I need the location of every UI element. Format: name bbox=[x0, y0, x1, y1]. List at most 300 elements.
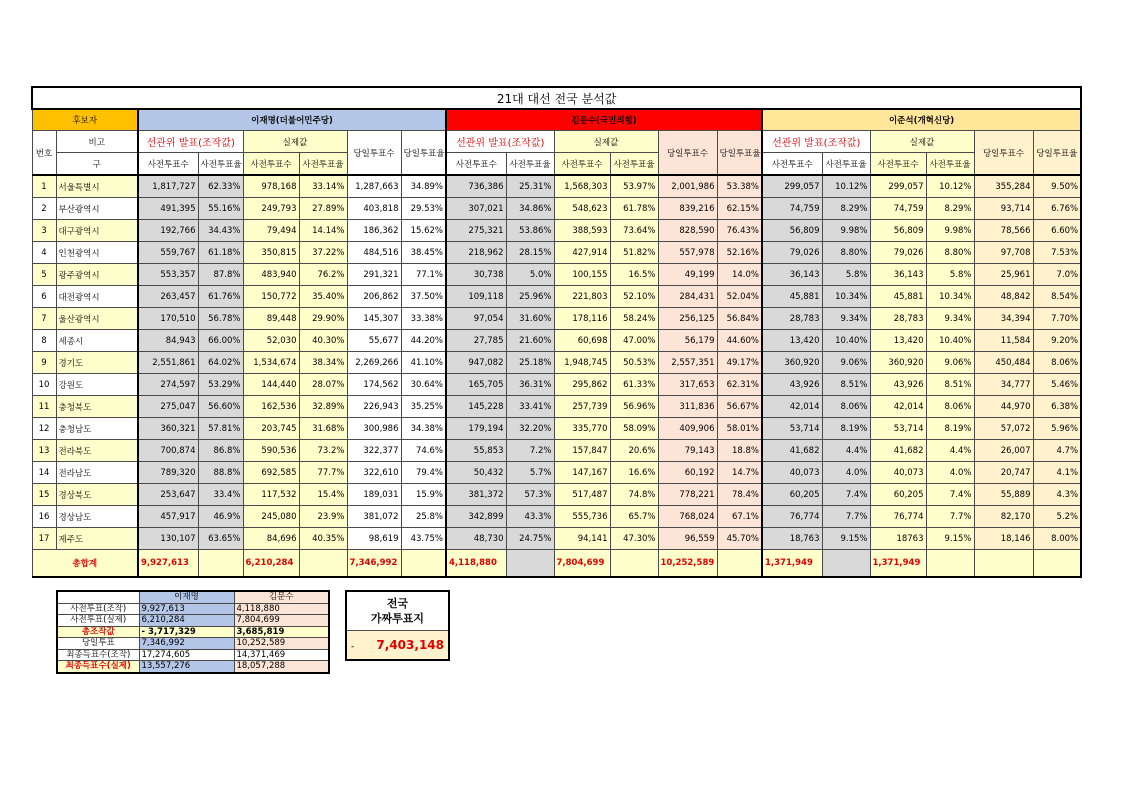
vote-count-cell: 692,585 bbox=[243, 462, 299, 484]
vote-count-cell: 53,714 bbox=[870, 418, 926, 440]
vote-rate-cell: 9.34% bbox=[926, 308, 974, 330]
vote-count-cell: 97,708 bbox=[974, 242, 1033, 264]
table-row bbox=[32, 506, 1081, 528]
vote-rate-cell: 15.4% bbox=[299, 484, 347, 506]
vote-count-cell: 590,536 bbox=[243, 440, 299, 462]
table-row bbox=[32, 198, 1081, 220]
total-cell: 4,118,880 bbox=[446, 550, 506, 578]
table-row bbox=[32, 484, 1081, 506]
vote-rate-cell: 33.38% bbox=[401, 308, 446, 330]
vote-count-cell: 53,714 bbox=[762, 418, 822, 440]
vote-count-cell: 218,962 bbox=[446, 242, 506, 264]
row-number: 4 bbox=[32, 242, 56, 264]
vote-rate-cell: 7.7% bbox=[822, 506, 870, 528]
vote-rate-cell: 62.33% bbox=[198, 175, 243, 198]
region-name: 세종시 bbox=[56, 330, 138, 352]
vote-count-cell: 52,030 bbox=[243, 330, 299, 352]
vote-count-cell: 484,516 bbox=[347, 242, 401, 264]
vote-count-cell: 1,568,303 bbox=[554, 175, 610, 198]
vote-rate-cell: 6.60% bbox=[1033, 220, 1081, 242]
vote-count-cell: 192,766 bbox=[138, 220, 198, 242]
lee-day-count-header: 당일투표수 bbox=[347, 131, 401, 176]
vote-rate-cell: 52.04% bbox=[717, 286, 762, 308]
summary-kim-value: 3,685,819 bbox=[234, 626, 329, 638]
candidate-lee: 이재명(더불어민주당) bbox=[138, 109, 446, 131]
vote-rate-cell: 32.20% bbox=[506, 418, 554, 440]
vote-count-cell: 557,978 bbox=[658, 242, 717, 264]
vote-count-cell: 55,677 bbox=[347, 330, 401, 352]
vote-rate-cell: 53.38% bbox=[717, 175, 762, 198]
table-row bbox=[32, 528, 1081, 550]
vote-count-cell: 109,118 bbox=[446, 286, 506, 308]
vote-rate-cell: 8.19% bbox=[822, 418, 870, 440]
vote-count-cell: 13,420 bbox=[870, 330, 926, 352]
vote-count-cell: 257,739 bbox=[554, 396, 610, 418]
vote-count-cell: 1,534,674 bbox=[243, 352, 299, 374]
vote-count-cell: 79,494 bbox=[243, 220, 299, 242]
vote-count-cell: 60,698 bbox=[554, 330, 610, 352]
row-number: 5 bbox=[32, 264, 56, 286]
vote-rate-cell: 14.7% bbox=[717, 462, 762, 484]
vote-count-cell: 130,107 bbox=[138, 528, 198, 550]
lee-actual-header: 실제값 bbox=[243, 131, 347, 153]
vote-count-cell: 13,420 bbox=[762, 330, 822, 352]
vote-rate-cell: 8.06% bbox=[926, 396, 974, 418]
vote-count-cell: 317,653 bbox=[658, 374, 717, 396]
leejs-day-rate-header: 당일투표율 bbox=[1033, 131, 1081, 176]
vote-count-cell: 381,072 bbox=[347, 506, 401, 528]
vote-rate-cell: 35.40% bbox=[299, 286, 347, 308]
table-row bbox=[32, 440, 1081, 462]
vote-rate-cell: 74.8% bbox=[610, 484, 658, 506]
vote-rate-cell: 34.43% bbox=[198, 220, 243, 242]
summary-kim-value: 4,118,880 bbox=[234, 603, 329, 615]
region-name: 서울특별시 bbox=[56, 175, 138, 198]
vote-rate-cell: 8.54% bbox=[1033, 286, 1081, 308]
table-row bbox=[32, 396, 1081, 418]
vote-rate-cell: 38.45% bbox=[401, 242, 446, 264]
vote-rate-cell: 9.15% bbox=[926, 528, 974, 550]
vote-rate-cell: 76.2% bbox=[299, 264, 347, 286]
col-early-count: 사전투표수 bbox=[870, 153, 926, 176]
vote-rate-cell: 61.33% bbox=[610, 374, 658, 396]
vote-count-cell: 55,853 bbox=[446, 440, 506, 462]
vote-rate-cell: 4.0% bbox=[822, 462, 870, 484]
total-label: 총합계 bbox=[32, 550, 138, 578]
vote-count-cell: 147,167 bbox=[554, 462, 610, 484]
row-number: 15 bbox=[32, 484, 56, 506]
vote-count-cell: 41,682 bbox=[870, 440, 926, 462]
fake-sign: - bbox=[351, 642, 355, 652]
summary-row bbox=[57, 649, 329, 661]
vote-rate-cell: 27.89% bbox=[299, 198, 347, 220]
vote-count-cell: 403,818 bbox=[347, 198, 401, 220]
vote-count-cell: 2,001,986 bbox=[658, 175, 717, 198]
vote-rate-cell: 56.84% bbox=[717, 308, 762, 330]
vote-rate-cell: 10.34% bbox=[822, 286, 870, 308]
vote-rate-cell: 16.5% bbox=[610, 264, 658, 286]
vote-count-cell: 828,590 bbox=[658, 220, 717, 242]
row-number: 16 bbox=[32, 506, 56, 528]
vote-rate-cell: 10.12% bbox=[822, 175, 870, 198]
row-number: 8 bbox=[32, 330, 56, 352]
row-number: 1 bbox=[32, 175, 56, 198]
vote-count-cell: 275,047 bbox=[138, 396, 198, 418]
vote-count-cell: 409,906 bbox=[658, 418, 717, 440]
vote-rate-cell: 8.80% bbox=[926, 242, 974, 264]
vote-count-cell: 117,532 bbox=[243, 484, 299, 506]
vote-rate-cell: 53.86% bbox=[506, 220, 554, 242]
vote-rate-cell: 61.78% bbox=[610, 198, 658, 220]
vote-rate-cell: 24.75% bbox=[506, 528, 554, 550]
row-number: 12 bbox=[32, 418, 56, 440]
vote-count-cell: 226,943 bbox=[347, 396, 401, 418]
vote-rate-cell: 10.40% bbox=[822, 330, 870, 352]
vote-count-cell: 360,321 bbox=[138, 418, 198, 440]
total-cell bbox=[198, 550, 243, 578]
vote-count-cell: 350,815 bbox=[243, 242, 299, 264]
summary-lee-value: 7,346,992 bbox=[139, 638, 234, 650]
vote-rate-cell: 49.17% bbox=[717, 352, 762, 374]
vote-rate-cell: 74.6% bbox=[401, 440, 446, 462]
col-early-rate: 사전투표율 bbox=[926, 153, 974, 176]
vote-rate-cell: 7.2% bbox=[506, 440, 554, 462]
total-cell: 7,346,992 bbox=[347, 550, 401, 578]
vote-count-cell: 179,194 bbox=[446, 418, 506, 440]
vote-count-cell: 978,168 bbox=[243, 175, 299, 198]
vote-rate-cell: 73.64% bbox=[610, 220, 658, 242]
vote-count-cell: 768,024 bbox=[658, 506, 717, 528]
vote-rate-cell: 7.4% bbox=[926, 484, 974, 506]
vote-count-cell: 144,440 bbox=[243, 374, 299, 396]
lee-official-header: 선관위 발표(조작값) bbox=[138, 131, 243, 153]
vote-rate-cell: 5.0% bbox=[506, 264, 554, 286]
kim-day-rate-header: 당일투표율 bbox=[717, 131, 762, 176]
vote-rate-cell: 25.96% bbox=[506, 286, 554, 308]
vote-rate-cell: 86.8% bbox=[198, 440, 243, 462]
col-early-count: 사전투표수 bbox=[554, 153, 610, 176]
vote-count-cell: 2,551,861 bbox=[138, 352, 198, 374]
vote-count-cell: 2,269,266 bbox=[347, 352, 401, 374]
region-name: 강원도 bbox=[56, 374, 138, 396]
kim-official-header: 선관위 발표(조작값) bbox=[446, 131, 554, 153]
vote-count-cell: 736,386 bbox=[446, 175, 506, 198]
vote-count-cell: 483,940 bbox=[243, 264, 299, 286]
col-early-rate: 사전투표율 bbox=[610, 153, 658, 176]
vote-count-cell: 555,736 bbox=[554, 506, 610, 528]
vote-count-cell: 94,141 bbox=[554, 528, 610, 550]
vote-rate-cell: 5.96% bbox=[1033, 418, 1081, 440]
summary-kim-value: 7,804,699 bbox=[234, 615, 329, 627]
vote-count-cell: 700,874 bbox=[138, 440, 198, 462]
vote-rate-cell: 8.29% bbox=[926, 198, 974, 220]
vote-count-cell: 1,948,745 bbox=[554, 352, 610, 374]
row-number: 6 bbox=[32, 286, 56, 308]
vote-rate-cell: 28.15% bbox=[506, 242, 554, 264]
vote-rate-cell: 56.78% bbox=[198, 308, 243, 330]
candidate-header: 후보자 bbox=[32, 109, 138, 131]
vote-rate-cell: 4.4% bbox=[822, 440, 870, 462]
vote-count-cell: 76,774 bbox=[870, 506, 926, 528]
table-row bbox=[32, 175, 1081, 198]
row-number: 7 bbox=[32, 308, 56, 330]
summary-kim-value: 10,252,589 bbox=[234, 638, 329, 650]
vote-count-cell: 335,770 bbox=[554, 418, 610, 440]
vote-count-cell: 34,777 bbox=[974, 374, 1033, 396]
vote-rate-cell: 30.64% bbox=[401, 374, 446, 396]
summary-head-kim: 김문수 bbox=[234, 591, 329, 603]
vote-rate-cell: 5.8% bbox=[822, 264, 870, 286]
vote-rate-cell: 52.16% bbox=[717, 242, 762, 264]
vote-count-cell: 299,057 bbox=[870, 175, 926, 198]
summary-label: 사전투표(조작) bbox=[57, 603, 139, 615]
vote-count-cell: 28,783 bbox=[762, 308, 822, 330]
total-cell: 1,371,949 bbox=[762, 550, 822, 578]
summary-lee-value: 6,210,284 bbox=[139, 615, 234, 627]
total-cell: 1,371,949 bbox=[870, 550, 926, 578]
summary-kim-value: 18,057,288 bbox=[234, 661, 329, 673]
vote-rate-cell: 5.7% bbox=[506, 462, 554, 484]
table-row bbox=[32, 352, 1081, 374]
col-early-rate: 사전투표율 bbox=[198, 153, 243, 176]
vote-rate-cell: 18.8% bbox=[717, 440, 762, 462]
vote-count-cell: 79,026 bbox=[870, 242, 926, 264]
vote-count-cell: 253,647 bbox=[138, 484, 198, 506]
row-number: 10 bbox=[32, 374, 56, 396]
vote-rate-cell: 32.89% bbox=[299, 396, 347, 418]
vote-count-cell: 256,125 bbox=[658, 308, 717, 330]
total-cell bbox=[822, 550, 870, 578]
vote-rate-cell: 25.18% bbox=[506, 352, 554, 374]
region-name: 전라남도 bbox=[56, 462, 138, 484]
summary-kim-value: 14,371,469 bbox=[234, 649, 329, 661]
vote-rate-cell: 79.4% bbox=[401, 462, 446, 484]
summary-head-lee: 이재명 bbox=[139, 591, 234, 603]
summary-label: 최종득표수(실제) bbox=[57, 661, 139, 673]
row-number: 17 bbox=[32, 528, 56, 550]
summary-row bbox=[57, 603, 329, 615]
vote-rate-cell: 8.51% bbox=[926, 374, 974, 396]
region-name: 경기도 bbox=[56, 352, 138, 374]
vote-count-cell: 360,920 bbox=[870, 352, 926, 374]
vote-count-cell: 145,228 bbox=[446, 396, 506, 418]
total-cell bbox=[401, 550, 446, 578]
vote-rate-cell: 47.30% bbox=[610, 528, 658, 550]
summary-table bbox=[56, 590, 330, 674]
vote-rate-cell: 37.22% bbox=[299, 242, 347, 264]
vote-count-cell: 263,457 bbox=[138, 286, 198, 308]
vote-rate-cell: 33.4% bbox=[198, 484, 243, 506]
vote-rate-cell: 15.9% bbox=[401, 484, 446, 506]
region-name: 전라북도 bbox=[56, 440, 138, 462]
vote-rate-cell: 9.98% bbox=[926, 220, 974, 242]
vote-rate-cell: 25.31% bbox=[506, 175, 554, 198]
row-number: 11 bbox=[32, 396, 56, 418]
total-cell bbox=[717, 550, 762, 578]
vote-rate-cell: 53.29% bbox=[198, 374, 243, 396]
region-name: 제주도 bbox=[56, 528, 138, 550]
vote-count-cell: 360,920 bbox=[762, 352, 822, 374]
vote-rate-cell: 23.9% bbox=[299, 506, 347, 528]
summary-lee-value: - 3,717,329 bbox=[139, 626, 234, 638]
vote-rate-cell: 8.06% bbox=[1033, 352, 1081, 374]
vote-count-cell: 18,146 bbox=[974, 528, 1033, 550]
region-name: 충청남도 bbox=[56, 418, 138, 440]
vote-count-cell: 275,321 bbox=[446, 220, 506, 242]
lee-day-rate-header: 당일투표율 bbox=[401, 131, 446, 176]
vote-count-cell: 26,007 bbox=[974, 440, 1033, 462]
vote-rate-cell: 7.70% bbox=[1033, 308, 1081, 330]
row-number: 2 bbox=[32, 198, 56, 220]
summary-lee-value: 9,927,613 bbox=[139, 603, 234, 615]
vote-count-cell: 295,862 bbox=[554, 374, 610, 396]
table-row bbox=[32, 286, 1081, 308]
region-name: 광주광역시 bbox=[56, 264, 138, 286]
vote-count-cell: 30,738 bbox=[446, 264, 506, 286]
vote-rate-cell: 57.81% bbox=[198, 418, 243, 440]
vote-count-cell: 11,584 bbox=[974, 330, 1033, 352]
fake-value-cell bbox=[346, 631, 449, 661]
col-early-count: 사전투표수 bbox=[446, 153, 506, 176]
vote-rate-cell: 44.60% bbox=[717, 330, 762, 352]
vote-rate-cell: 50.53% bbox=[610, 352, 658, 374]
summary-label: 당일투표 bbox=[57, 638, 139, 650]
vote-rate-cell: 9.50% bbox=[1033, 175, 1081, 198]
vote-count-cell: 42,014 bbox=[870, 396, 926, 418]
vote-count-cell: 44,970 bbox=[974, 396, 1033, 418]
vote-rate-cell: 4.1% bbox=[1033, 462, 1081, 484]
table-row bbox=[32, 462, 1081, 484]
vote-count-cell: 74,759 bbox=[762, 198, 822, 220]
vote-count-cell: 174,562 bbox=[347, 374, 401, 396]
vote-count-cell: 97,054 bbox=[446, 308, 506, 330]
vote-rate-cell: 62.31% bbox=[717, 374, 762, 396]
fake-value: 7,403,148 bbox=[376, 638, 444, 652]
vote-count-cell: 291,321 bbox=[347, 264, 401, 286]
total-cell: 7,804,699 bbox=[554, 550, 610, 578]
vote-count-cell: 98,619 bbox=[347, 528, 401, 550]
row-number: 9 bbox=[32, 352, 56, 374]
table-row bbox=[32, 330, 1081, 352]
vote-rate-cell: 10.34% bbox=[926, 286, 974, 308]
vote-rate-cell: 40.35% bbox=[299, 528, 347, 550]
total-cell: 10,252,589 bbox=[658, 550, 717, 578]
vote-rate-cell: 21.60% bbox=[506, 330, 554, 352]
vote-count-cell: 60,205 bbox=[762, 484, 822, 506]
vote-rate-cell: 64.02% bbox=[198, 352, 243, 374]
summary-row bbox=[57, 661, 329, 673]
vote-count-cell: 311,836 bbox=[658, 396, 717, 418]
summary-row bbox=[57, 626, 329, 638]
table-row bbox=[32, 220, 1081, 242]
vote-rate-cell: 56.96% bbox=[610, 396, 658, 418]
table-row bbox=[32, 308, 1081, 330]
vote-rate-cell: 4.4% bbox=[926, 440, 974, 462]
vote-rate-cell: 43.3% bbox=[506, 506, 554, 528]
vote-rate-cell: 25.8% bbox=[401, 506, 446, 528]
vote-rate-cell: 4.0% bbox=[926, 462, 974, 484]
col-early-rate: 사전투표율 bbox=[506, 153, 554, 176]
vote-rate-cell: 58.01% bbox=[717, 418, 762, 440]
vote-count-cell: 548,623 bbox=[554, 198, 610, 220]
vote-rate-cell: 6.38% bbox=[1033, 396, 1081, 418]
vote-count-cell: 789,320 bbox=[138, 462, 198, 484]
vote-count-cell: 491,395 bbox=[138, 198, 198, 220]
vote-count-cell: 40,073 bbox=[870, 462, 926, 484]
vote-count-cell: 2,557,351 bbox=[658, 352, 717, 374]
vote-count-cell: 74,759 bbox=[870, 198, 926, 220]
vote-rate-cell: 33.14% bbox=[299, 175, 347, 198]
vote-count-cell: 60,205 bbox=[870, 484, 926, 506]
vote-rate-cell: 56.67% bbox=[717, 396, 762, 418]
vote-rate-cell: 36.31% bbox=[506, 374, 554, 396]
total-cell bbox=[926, 550, 974, 578]
vote-rate-cell: 61.18% bbox=[198, 242, 243, 264]
vote-count-cell: 40,073 bbox=[762, 462, 822, 484]
vote-count-cell: 388,593 bbox=[554, 220, 610, 242]
region-name: 충청북도 bbox=[56, 396, 138, 418]
leejs-day-count-header: 당일투표수 bbox=[974, 131, 1033, 176]
vote-count-cell: 36,143 bbox=[762, 264, 822, 286]
vote-rate-cell: 10.12% bbox=[926, 175, 974, 198]
vote-count-cell: 56,809 bbox=[870, 220, 926, 242]
vote-rate-cell: 9.98% bbox=[822, 220, 870, 242]
vote-count-cell: 300,986 bbox=[347, 418, 401, 440]
vote-count-cell: 206,862 bbox=[347, 286, 401, 308]
vote-count-cell: 284,431 bbox=[658, 286, 717, 308]
vote-rate-cell: 5.2% bbox=[1033, 506, 1081, 528]
row-number: 14 bbox=[32, 462, 56, 484]
vote-count-cell: 34,394 bbox=[974, 308, 1033, 330]
vote-rate-cell: 8.19% bbox=[926, 418, 974, 440]
summary-label: 최종득표수(조작) bbox=[57, 649, 139, 661]
vote-rate-cell: 37.50% bbox=[401, 286, 446, 308]
vote-rate-cell: 4.7% bbox=[1033, 440, 1081, 462]
vote-count-cell: 56,179 bbox=[658, 330, 717, 352]
vote-rate-cell: 8.29% bbox=[822, 198, 870, 220]
vote-rate-cell: 43.75% bbox=[401, 528, 446, 550]
row-number: 13 bbox=[32, 440, 56, 462]
vote-count-cell: 48,730 bbox=[446, 528, 506, 550]
vote-rate-cell: 38.34% bbox=[299, 352, 347, 374]
vote-count-cell: 427,914 bbox=[554, 242, 610, 264]
vote-rate-cell: 34.38% bbox=[401, 418, 446, 440]
candidate-kim: 김문수(국민의힘) bbox=[446, 109, 762, 131]
region-name: 대전광역시 bbox=[56, 286, 138, 308]
total-cell bbox=[1033, 550, 1081, 578]
leejs-actual-header: 실제값 bbox=[870, 131, 974, 153]
vote-count-cell: 78,566 bbox=[974, 220, 1033, 242]
region-name: 부산광역시 bbox=[56, 198, 138, 220]
summary-label: 사전투표(실제) bbox=[57, 615, 139, 627]
vote-count-cell: 18763 bbox=[870, 528, 926, 550]
vote-rate-cell: 52.10% bbox=[610, 286, 658, 308]
vote-count-cell: 299,057 bbox=[762, 175, 822, 198]
vote-rate-cell: 8.00% bbox=[1033, 528, 1081, 550]
vote-count-cell: 89,448 bbox=[243, 308, 299, 330]
total-row bbox=[32, 550, 1081, 578]
vote-rate-cell: 14.14% bbox=[299, 220, 347, 242]
col-early-count: 사전투표수 bbox=[138, 153, 198, 176]
vote-count-cell: 18,763 bbox=[762, 528, 822, 550]
vote-count-cell: 221,803 bbox=[554, 286, 610, 308]
total-cell bbox=[974, 550, 1033, 578]
vote-count-cell: 274,597 bbox=[138, 374, 198, 396]
vote-rate-cell: 34.86% bbox=[506, 198, 554, 220]
vote-count-cell: 43,926 bbox=[870, 374, 926, 396]
total-cell: 6,210,284 bbox=[243, 550, 299, 578]
fake-ballot-box bbox=[345, 590, 450, 661]
